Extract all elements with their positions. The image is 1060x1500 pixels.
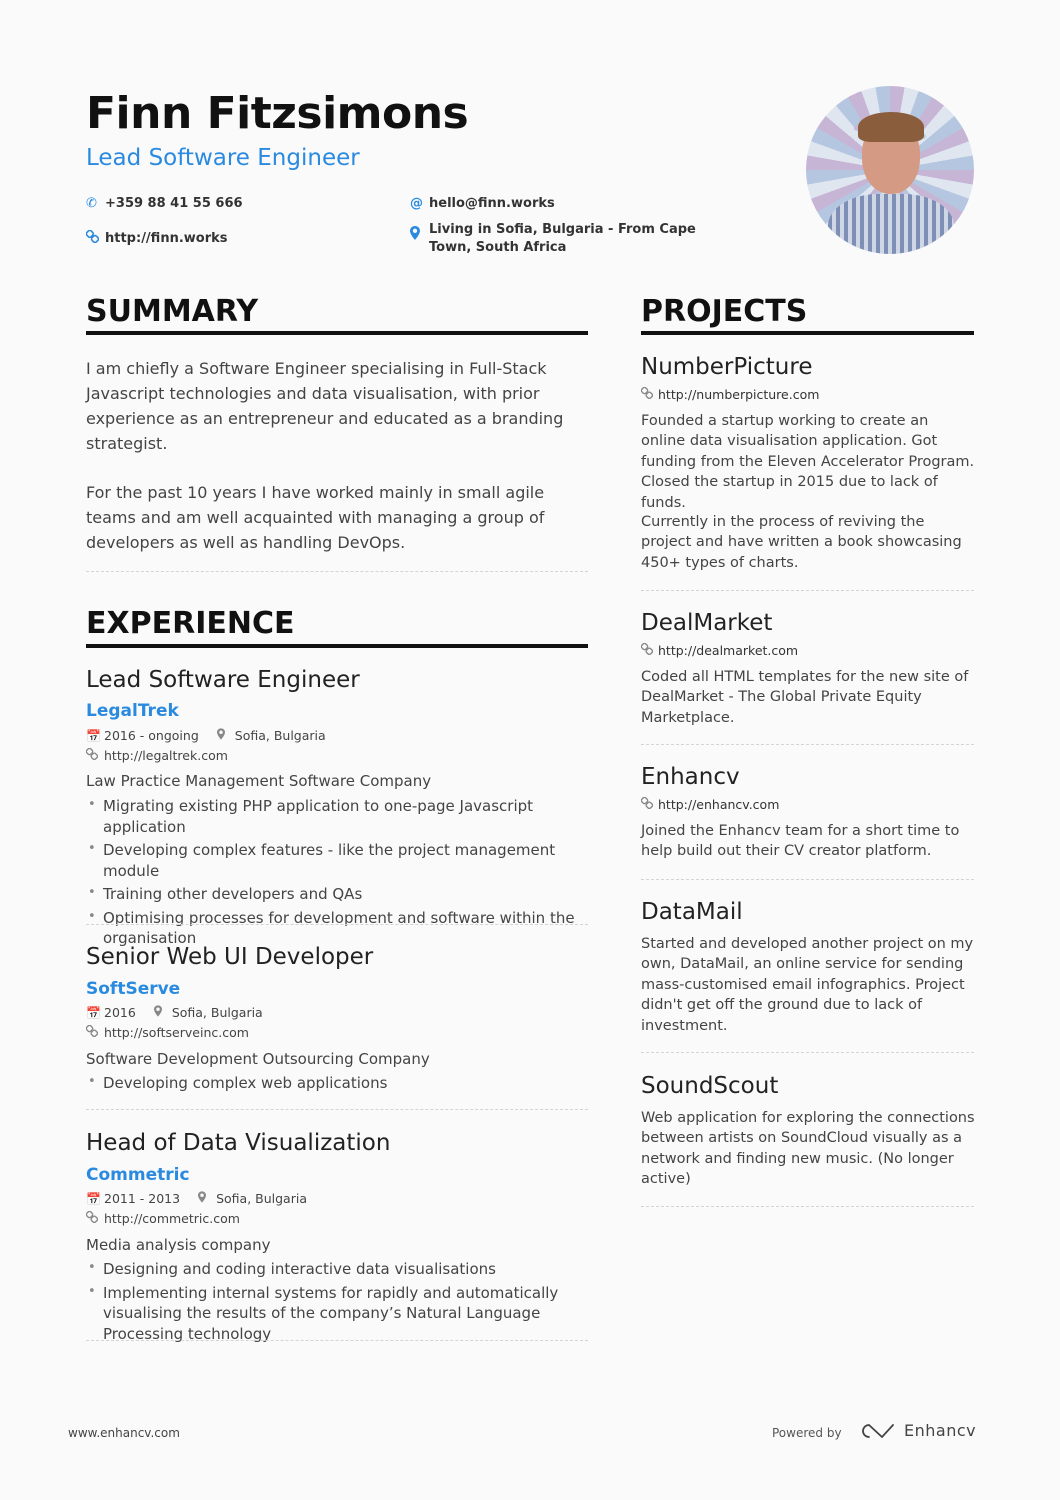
calendar-icon: 📅 [86,1005,101,1020]
footer-site-link[interactable]: www.enhancv.com [68,1426,180,1440]
job-company[interactable]: Commetric [86,1165,190,1185]
entry-separator [86,1340,588,1341]
project-url-text: http://dealmarket.com [658,643,799,658]
footer-brand-logo[interactable] [860,1421,976,1440]
job-meta [86,1191,307,1206]
website-text: http://finn.works [105,231,228,246]
candidate-title: Lead Software Engineer [86,145,360,171]
entry-separator [641,1206,974,1207]
list-item: • Implementing internal systems for rapidly and automatically visualising the results of the company’s Natural Language Processing technology [86,1283,586,1345]
job-dates: 2011 - 2013 [104,1191,181,1206]
experience-divider [86,644,588,648]
link-icon [86,1211,100,1226]
section-separator [86,571,588,572]
job-dates: 2016 - ongoing [104,728,199,743]
summary-paragraph-2: For the past 10 years I have worked mainly in small agile teams and am well acquainted with managing a group of developers as well as handling DevOps. [86,483,545,552]
project-description: Currently in the process of reviving the project and have written a book showcasing 450+ types of charts. [641,514,962,571]
project-url[interactable] [641,797,779,812]
location-pin-icon [154,1005,168,1020]
contact-phone[interactable] [86,195,243,213]
job-bullets [86,796,586,952]
summary-paragraph-1: I am chiefly a Software Engineer specialising in Full-Stack Javascript technologies and data visualisation, with prior experience as an entrepreneur and educated as a branding strategist. [86,359,564,453]
project-description: Joined the Enhancv team for a short time to help build out their CV creator platform. [641,823,960,860]
project-url[interactable] [641,643,798,658]
entry-separator [641,1052,974,1053]
job-title: Senior Web UI Developer [86,944,374,970]
job-url[interactable] [86,1211,240,1226]
job-url-text: http://legaltrek.com [104,748,228,763]
list-item: • Developing complex web applications [86,1073,586,1094]
job-company[interactable]: SoftServe [86,979,181,999]
footer-powered-by: Powered by [772,1426,842,1440]
calendar-icon: 📅 [86,728,101,743]
project-title: Enhancv [641,764,740,790]
entry-separator [641,590,974,591]
project-title: SoundScout [641,1073,779,1099]
job-url-text: http://commetric.com [104,1211,240,1226]
project-url-text: http://numberpicture.com [658,387,820,402]
list-item: • Migrating existing PHP application to one-page Javascript application [86,796,586,837]
list-item: • Designing and coding interactive data visualisations [86,1259,586,1280]
project-title: DealMarket [641,610,773,636]
project-description: Coded all HTML templates for the new site of DealMarket - The Global Private Equity Marketplace. [641,669,969,726]
project-description: Started and developed another project on my own, DataMail, an online service for sending mass-customised email infographics. Project didn't get off the ground due to lack of investment. [641,936,974,1034]
job-dates: 2016 [104,1005,136,1020]
candidate-name: Finn Fitzsimons [86,88,469,139]
project-description: Web application for exploring the connections between artists on SoundCloud visually as a network and finding new music. (No longer active) [641,1110,975,1188]
summary-heading: SUMMARY [86,294,259,329]
experience-heading: EXPERIENCE [86,606,295,641]
location-pin-icon [198,1191,212,1206]
link-icon [641,797,655,812]
job-company[interactable]: LegalTrek [86,701,179,721]
project-description: Founded a startup working to create an online data visualisation application. Got funding from the Eleven Accelerator Program. Closed the startup in 2015 due to lack of funds. [641,413,975,511]
contact-email[interactable] [410,195,555,213]
list-item: • Developing complex features - like the project management module [86,840,586,881]
job-url[interactable] [86,1025,249,1040]
link-icon [86,230,105,249]
project-title: NumberPicture [641,354,813,380]
link-icon [641,643,655,658]
job-url-text: http://softserveinc.com [104,1025,249,1040]
project-url[interactable] [641,387,819,402]
summary-divider [86,331,588,335]
list-item: • Training other developers and QAs [86,884,586,905]
projects-heading: PROJECTS [641,294,808,329]
contact-location [410,221,730,257]
entry-separator [86,924,588,925]
job-bullets [86,1259,586,1347]
job-title: Head of Data Visualization [86,1130,391,1156]
job-bullets [86,1073,586,1097]
profile-photo [806,86,974,254]
link-icon [641,387,655,402]
at-icon: @ [410,196,423,211]
job-meta [86,728,326,743]
job-location: Sofia, Bulgaria [234,728,326,743]
footer-brand-name: Enhancv [904,1421,977,1440]
contact-website[interactable] [86,230,228,249]
job-title: Lead Software Engineer [86,667,360,693]
entry-separator [86,1109,588,1110]
job-location: Sofia, Bulgaria [216,1191,307,1206]
enhancv-logo-icon [860,1422,896,1440]
calendar-icon: 📅 [86,1191,101,1206]
email-text: hello@finn.works [429,196,555,211]
job-description: Law Practice Management Software Company [86,772,432,790]
location-text: Living in Sofia, Bulgaria - From Cape Town, South Africa [429,222,696,255]
project-url-text: http://enhancv.com [658,797,780,812]
job-location: Sofia, Bulgaria [171,1005,263,1020]
projects-divider [641,331,974,335]
job-description: Software Development Outsourcing Company [86,1050,430,1068]
link-icon [86,1025,100,1040]
location-pin-icon [217,728,231,743]
job-description: Media analysis company [86,1236,271,1254]
phone-text: +359 88 41 55 666 [105,196,243,211]
job-url[interactable] [86,748,228,763]
location-pin-icon [410,221,429,246]
job-meta [86,1005,263,1020]
list-item: • Optimising processes for development and software within the organisation [86,908,586,949]
link-icon [86,748,100,763]
project-title: DataMail [641,899,743,925]
entry-separator [641,744,974,745]
phone-icon: ✆ [86,196,97,211]
entry-separator [641,879,974,880]
